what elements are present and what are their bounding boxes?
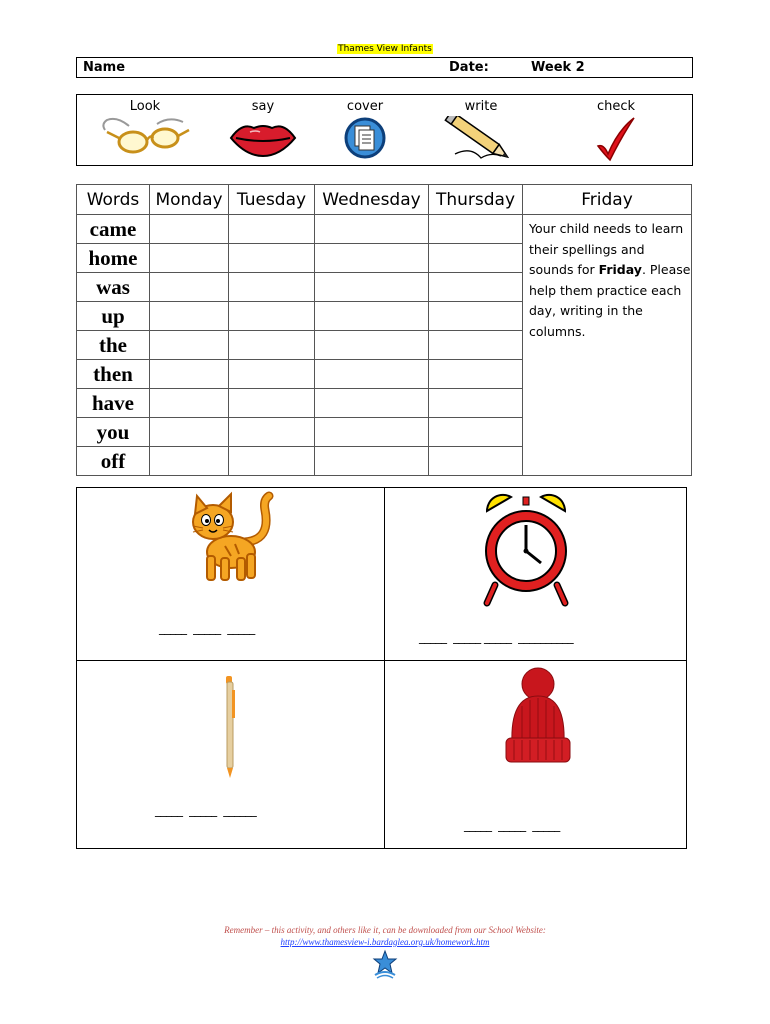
note-text: Your child needs to learn their spellings and sounds for [529, 221, 684, 277]
note-bold: Friday [598, 262, 642, 277]
cat-blanks: _____ _____ _____ [159, 621, 255, 635]
school-logo-icon [372, 949, 398, 979]
thursday-cell[interactable] [429, 418, 523, 447]
cover-icon [343, 116, 387, 160]
grid-divider [77, 660, 686, 661]
look-say-cover-write-check-box [76, 94, 693, 166]
header-wednesday: Wednesday [315, 185, 429, 215]
tuesday-cell[interactable] [229, 244, 315, 273]
school-name: Thames View Infants [338, 44, 432, 54]
header-thursday: Thursday [429, 185, 523, 215]
picture-grid [76, 487, 687, 849]
tuesday-cell[interactable] [229, 418, 315, 447]
thursday-cell[interactable] [429, 273, 523, 302]
table-row [77, 215, 692, 244]
wednesday-cell[interactable] [315, 360, 429, 389]
spelling-word: off [77, 447, 150, 476]
tuesday-cell[interactable] [229, 302, 315, 331]
monday-cell[interactable] [150, 215, 229, 244]
header-monday: Monday [150, 185, 229, 215]
step-say [208, 95, 318, 160]
cat-icon [185, 490, 279, 584]
lips-icon [228, 116, 298, 160]
tuesday-cell[interactable] [229, 360, 315, 389]
date-label: Date: [449, 60, 489, 75]
pencil-icon [441, 116, 521, 162]
monday-cell[interactable] [150, 418, 229, 447]
monday-cell[interactable] [150, 302, 229, 331]
spelling-table [76, 184, 692, 476]
glasses-icon [99, 116, 191, 160]
step-label: cover [346, 99, 384, 114]
hat-blanks: _____ _____ _____ [464, 818, 560, 832]
tick-icon [594, 116, 638, 162]
tuesday-cell[interactable] [229, 389, 315, 418]
pen-blanks: _____ _____ ______ [155, 803, 257, 817]
spelling-word: home [77, 244, 150, 273]
wednesday-cell[interactable] [315, 302, 429, 331]
step-label: write [464, 99, 498, 114]
table-header-row [77, 185, 692, 215]
wednesday-cell[interactable] [315, 389, 429, 418]
footer-note: Remember – this activity, and others like it, can be downloaded from our School Website: [224, 925, 546, 935]
spelling-word: up [77, 302, 150, 331]
tuesday-cell[interactable] [229, 331, 315, 360]
name-date-box [76, 57, 693, 78]
thursday-cell[interactable] [429, 389, 523, 418]
clock-blanks: _____ _____ _____ __________ [419, 630, 574, 644]
step-label: check [596, 99, 636, 114]
tuesday-cell[interactable] [229, 215, 315, 244]
monday-cell[interactable] [150, 389, 229, 418]
note-text-end: . Please help them practice each day, writing in the columns. [529, 262, 691, 339]
spelling-word: the [77, 331, 150, 360]
step-cover [310, 95, 420, 160]
tuesday-cell[interactable] [229, 447, 315, 476]
wednesday-cell[interactable] [315, 447, 429, 476]
monday-cell[interactable] [150, 273, 229, 302]
school-title [0, 43, 770, 55]
woolly-hat-icon [502, 666, 574, 770]
monday-cell[interactable] [150, 244, 229, 273]
alarm-clock-icon [479, 489, 573, 609]
step-check [561, 95, 671, 162]
friday-note [523, 215, 692, 476]
week-label: Week 2 [531, 60, 585, 75]
thursday-cell[interactable] [429, 302, 523, 331]
wednesday-cell[interactable] [315, 273, 429, 302]
school-website-link[interactable]: http://www.thamesview-i.bardaglea.org.uk/homework.htm [280, 937, 490, 947]
step-label: say [251, 99, 275, 114]
thursday-cell[interactable] [429, 447, 523, 476]
step-look [90, 95, 200, 160]
thursday-cell[interactable] [429, 215, 523, 244]
header-friday: Friday [523, 185, 692, 215]
grid-divider [384, 488, 385, 848]
wednesday-cell[interactable] [315, 215, 429, 244]
spelling-word: you [77, 418, 150, 447]
tuesday-cell[interactable] [229, 273, 315, 302]
step-label: Look [129, 99, 161, 114]
spelling-word: came [77, 215, 150, 244]
wednesday-cell[interactable] [315, 331, 429, 360]
monday-cell[interactable] [150, 447, 229, 476]
name-label: Name [83, 60, 126, 75]
spelling-word: was [77, 273, 150, 302]
monday-cell[interactable] [150, 331, 229, 360]
step-write [426, 95, 536, 162]
header-words: Words [77, 185, 150, 215]
thursday-cell[interactable] [429, 360, 523, 389]
header-tuesday: Tuesday [229, 185, 315, 215]
wednesday-cell[interactable] [315, 418, 429, 447]
thursday-cell[interactable] [429, 331, 523, 360]
spelling-word: have [77, 389, 150, 418]
pen-icon [219, 676, 241, 780]
spelling-word: then [77, 360, 150, 389]
wednesday-cell[interactable] [315, 244, 429, 273]
monday-cell[interactable] [150, 360, 229, 389]
thursday-cell[interactable] [429, 244, 523, 273]
